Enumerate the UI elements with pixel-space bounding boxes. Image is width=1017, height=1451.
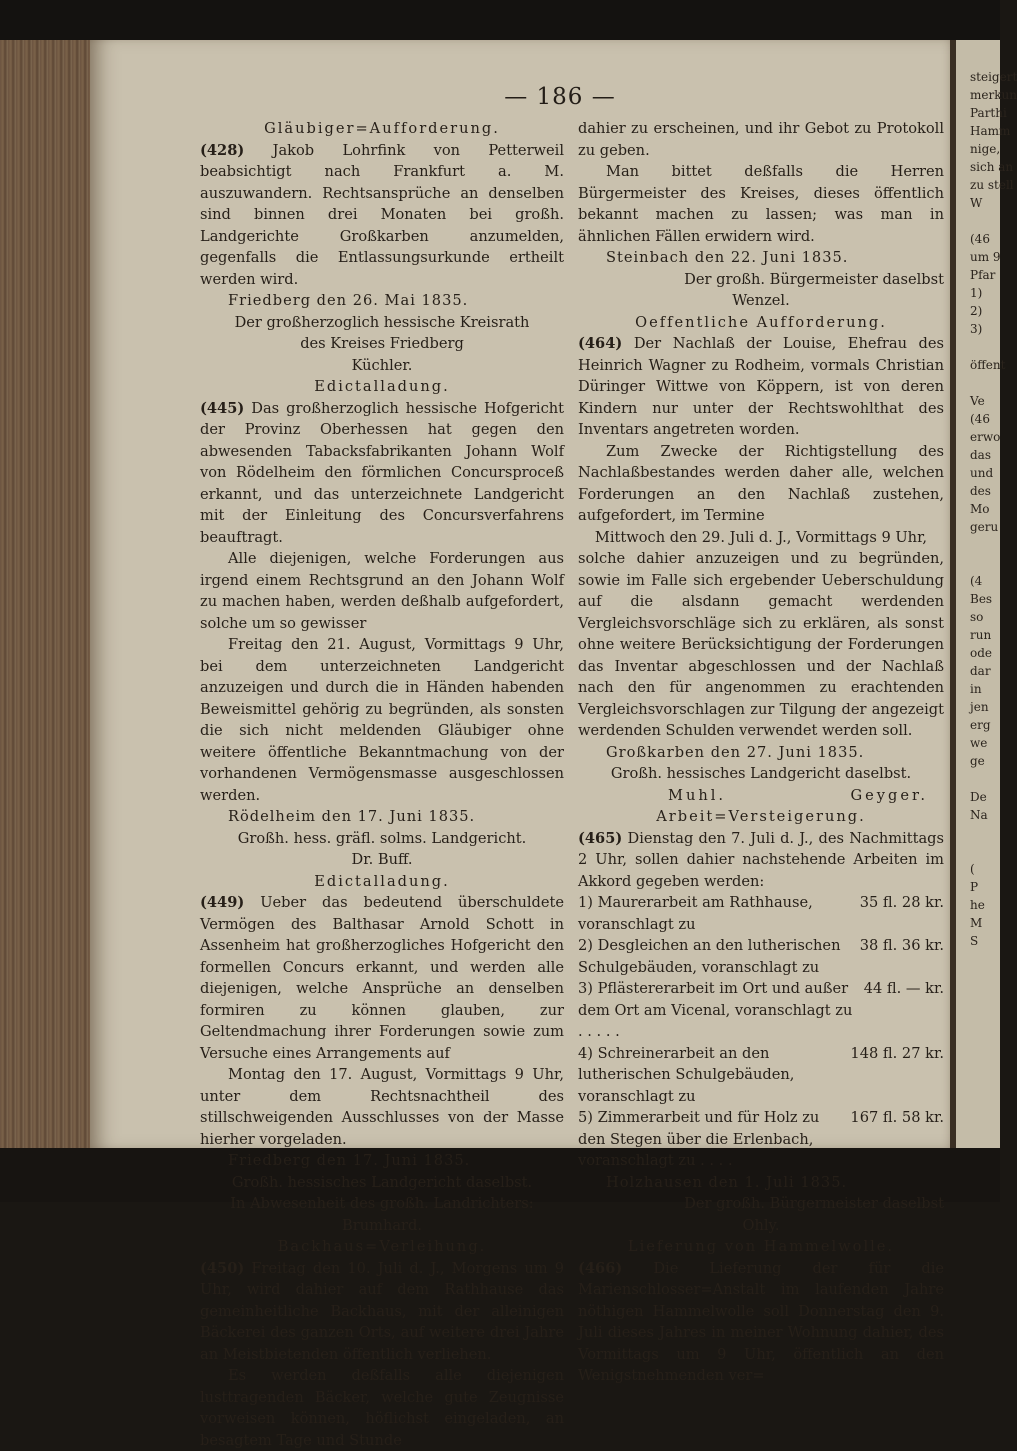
next-page-fragment: 2)	[970, 304, 983, 318]
next-page-fragment: we	[970, 736, 988, 750]
notice-date-line: Rödelheim den 17. Juni 1835.	[228, 808, 476, 825]
notice-number: (464)	[578, 335, 623, 352]
next-page-fragment: Ve	[970, 394, 985, 408]
signature-line: Brumhard.	[342, 1216, 422, 1234]
next-page-fragment: um 9	[970, 250, 1001, 264]
next-page-fragment	[970, 536, 1010, 554]
next-page-fragment: öffent	[970, 358, 1006, 372]
notice-paragraph: Alle diejenigen, welche Forderungen aus irgend einem Rechtsgrund an den Johann Wolf zu machen haben, werden deßhalb aufgefordert, solche um so gewisser	[200, 550, 564, 632]
work-item	[578, 935, 944, 978]
notice-paragraph: solche dahier anzuzeigen und zu begründen, sowie im Falle sich ergebender Ueberschuldung auf die alsdann gemacht werdenden Vergleichsvorschläge sich zu erklären, als sonst ohne weitere Berücksichtigung der Forderungen das Inventar abgeschlossen und der Nachlaß nach den für angenommen zu erachtenden Vergleichsvorschlagen zur Tilgung der angezeigt werdenden Schulden verwendet werden soll.	[578, 550, 944, 739]
left-column	[200, 118, 564, 1451]
next-page-fragment: des	[970, 484, 991, 498]
notice-heading: Arbeit=Versteigerung.	[656, 808, 866, 825]
next-page-fragment: W	[970, 196, 983, 210]
signature-line: Ohly.	[742, 1216, 780, 1234]
scan-background-top	[0, 0, 1000, 40]
work-item-text: 1) Maurerarbeit am Rathhause, voranschlagt zu	[578, 894, 813, 933]
signature-name: Geyger.	[850, 786, 928, 804]
next-page-fragment: jen	[970, 700, 989, 714]
work-item-text: 5) Zimmerarbeit und für Holz zu den Stegen über die Erlenbach, voranschlagt zu . . . .	[578, 1109, 820, 1169]
notice-heading: Oeffentliche Aufforderung.	[635, 313, 887, 331]
signature-line: Großh. hessisches Landgericht daselbst.	[231, 1173, 533, 1191]
work-item-cost: 35 fl. 28 kr.	[859, 894, 944, 911]
notice-date-line: Großkarben den 27. Juni 1835.	[606, 743, 865, 761]
next-page-fragment: sich an	[970, 160, 1014, 174]
next-page-fragment: (46	[970, 232, 990, 246]
next-page-fragment: ode	[970, 646, 993, 660]
next-page-edge	[956, 40, 1017, 1148]
work-item-cost: 44 fl. — kr.	[863, 980, 944, 997]
next-page-fragment: Bes	[970, 592, 993, 606]
next-page-fragment: erwo	[970, 430, 1001, 444]
next-page-fragment: so	[970, 610, 984, 624]
notice-date-line: Steinbach den 22. Juni 1835.	[606, 249, 849, 266]
notice-entry	[578, 1258, 944, 1387]
work-item	[578, 1043, 944, 1108]
next-page-fragment: (4	[970, 574, 983, 588]
notice-number: (445)	[200, 399, 245, 417]
signature-row	[578, 785, 944, 807]
next-page-fragment: steigert	[970, 70, 1017, 84]
next-page-fragment: in	[970, 682, 982, 696]
notice-text: Freitag den 10. Juli d. J., Morgens um 9 Uhr, wird dahier auf dem Rathhause das gemeinheitliche Backhaus, mit der alleinigen Bäckerei des ganzen Orts, auf weitere drei Jahre an Meistbietenden öffentlich verliehen.	[200, 1259, 565, 1363]
notice-entry	[578, 333, 944, 441]
notice-text: Die Lieferung der für die Marienschlosser=Anstalt im laufenden Jahre nöthigen Hammelwolle soll Donnerstag den 9. Juli dieses Jahres in meiner Wohnung dahier, des Vormittags um 9 Uhr, öffentlich an den Wenigstnehmenden ver=	[578, 1259, 945, 1384]
notice-text: Dienstag den 7. Juli d. J., des Nachmittags 2 Uhr, sollen dahier nachstehende Arbeiten im Akkord gegeben werden:	[578, 829, 945, 890]
next-page-fragment: Pfar	[970, 268, 996, 282]
next-page-fragment: Mo	[970, 502, 990, 516]
notice-heading: Edictalladung.	[314, 872, 450, 890]
next-page-fragment	[970, 338, 1010, 356]
next-page-fragment	[970, 212, 1010, 230]
notice-text: Der Nachlaß der Louise, Ehefrau des Heinrich Wagner zu Rodheim, vormals Christian Düringer Wittwe von Köppern, ist von deren Kindern nur unter der Rechtswohlthat des Inventars angetreten worden.	[578, 335, 944, 438]
signature-line: Küchler.	[351, 356, 413, 374]
signature-line: Großh. hessisches Landgericht daselbst.	[610, 765, 912, 782]
next-page-fragment: (	[970, 862, 975, 876]
notice-paragraph: dahier zu erscheinen, und ihr Gebot zu Protokoll zu geben.	[578, 120, 944, 159]
next-page-fragment: ge	[970, 754, 985, 768]
notice-entry	[200, 140, 564, 291]
next-page-fragment: zu stell	[970, 178, 1014, 192]
next-page-fragment: merkun	[970, 88, 1017, 102]
next-page-fragment	[970, 770, 1010, 788]
notice-heading: Backhaus=Verleihung.	[277, 1238, 487, 1255]
signature-name: Muhl.	[668, 786, 727, 804]
work-item	[578, 1107, 944, 1172]
notice-entry	[200, 398, 564, 549]
notice-paragraph: Montag den 17. August, Vormittags 9 Uhr, unter dem Rechtsnachtheil des stillschweigenden Ausschlusses von der Masse hierher vorgeladen.	[200, 1066, 564, 1148]
next-page-fragment: Na	[970, 808, 988, 822]
next-page-fragment: und	[970, 466, 994, 480]
notice-date-line: Holzhausen den 1. Juli 1835.	[606, 1173, 848, 1191]
next-page-fragment: P	[970, 880, 979, 894]
notice-paragraph: Freitag den 21. August, Vormittags 9 Uhr, bei dem unterzeichneten Landgericht anzuzeigen und durch die in Händen habenden Beweismittel gehörig zu begründen, als sonsten die sich nicht meldenden Gläubiger ohne weitere öffentliche Bekanntmachung von der vorhandenen Vermögensmasse ausgeschlossen werden.	[200, 636, 564, 804]
next-page-text	[970, 68, 1017, 950]
notice-number: (465)	[578, 829, 623, 847]
next-page-fragment: nige,	[970, 142, 1001, 156]
work-item-text: 2) Desgleichen an den lutherischen Schulgebäuden, voranschlagt zu	[578, 937, 841, 976]
next-page-fragment: Parthi	[970, 106, 1007, 120]
work-item-cost: 148 fl. 27 kr.	[850, 1044, 944, 1062]
work-item-text: 3) Pflästererarbeit im Ort und außer dem Ort am Vicenal, voranschlagt zu . . . . .	[578, 980, 853, 1040]
notice-heading: Lieferung von Hammelwolle.	[627, 1238, 895, 1255]
next-page-fragment	[970, 554, 1010, 572]
next-page-fragment: 1)	[970, 286, 983, 300]
notice-entry	[578, 828, 944, 893]
notice-text: Ueber das bedeutend überschuldete Vermögen des Balthasar Arnold Schott in Assenheim hat großherzogliches Hofgericht den formellen Concurs erkannt, und werden alle diejenigen, welche Ansprüche an denselben formiren zu können glauben, zur Geltendmachung ihrer Forderungen sowie zum Versuche eines Arrangements auf	[200, 894, 564, 1062]
work-item-cost: 167 fl. 58 kr.	[850, 1109, 944, 1126]
signature-line: Der großh. Bürgermeister daselbst	[684, 1195, 944, 1212]
notice-paragraph: Zum Zwecke der Richtigstellung des Nachlaßbestandes werden daher alle, welchen Forderungen an den Nachlaß zustehen, aufgefordert, im Termine	[578, 442, 944, 524]
notice-text: Jakob Lohrfink von Petterweil beabsichtigt nach Frankfurt a. M. auszuwandern. Rechtsansprüche an denselben sind binnen drei Monaten bei großh. Landgerichte Großkarben anzumelden, gegenfalls die Entlassungsurkunde ertheilt werden wird.	[200, 141, 565, 288]
work-item	[578, 892, 944, 935]
notice-date-line: Friedberg den 26. Mai 1835.	[228, 292, 469, 309]
right-column	[578, 118, 944, 1387]
next-page-fragment	[970, 824, 1010, 842]
notice-paragraph: Man bittet deßfalls die Herren Bürgermeister des Kreises, dieses öffentlich bekannt machen zu lassen; was man in ähnlichen Fällen erwidern wird.	[578, 163, 944, 245]
notice-number: (449)	[200, 894, 245, 911]
signature-line: Wenzel.	[732, 292, 790, 309]
next-page-fragment: 3)	[970, 322, 983, 336]
signature-line: des Kreises Friedberg	[300, 335, 464, 352]
next-page-fragment: (46	[970, 412, 990, 426]
next-page-fragment: he	[970, 898, 985, 912]
next-page-fragment: run	[970, 628, 992, 642]
notice-paragraph: Es werden deßfalls alle diejenigen lusttragenden Bäcker, welche gute Zeugnisse vorweisen können, höflichst eingeladen, an besagtem Tage und Stunde	[200, 1367, 564, 1449]
next-page-fragment: geru	[970, 520, 999, 534]
notice-number: (466)	[578, 1259, 623, 1277]
signature-line: In Abwesenheit des großh. Landrichters:	[230, 1195, 534, 1212]
next-page-fragment: das	[970, 448, 991, 462]
notice-number: (428)	[200, 141, 245, 159]
work-item	[578, 978, 944, 1043]
notice-entry	[200, 1258, 564, 1366]
next-page-fragment: M	[970, 916, 983, 930]
signature-line: Der großh. Bürgermeister daselbst	[684, 270, 944, 288]
signature-line: Dr. Buff.	[351, 851, 413, 868]
next-page-fragment: erg	[970, 718, 991, 732]
book-spine	[0, 40, 95, 1148]
next-page-fragment	[970, 374, 1010, 392]
notice-heading: Edictalladung.	[314, 378, 450, 395]
notice-heading: Gläubiger=Aufforderung.	[264, 120, 500, 137]
notice-number: (450)	[200, 1259, 245, 1277]
notice-date-line: Friedberg den 17. Juni 1835.	[228, 1152, 471, 1169]
notice-text: Das großherzoglich hessische Hofgericht der Provinz Oberhessen hat gegen den abwesenden Tabacksfabrikanten Johann Wolf von Rödelheim den förmlichen Concursproceß erkannt, und das unterzeichnete Landgericht mit der Einleitung des Concursverfahrens beauftragt.	[200, 399, 565, 546]
next-page-fragment: De	[970, 790, 987, 804]
signature-line: Mittwoch den 29. Juli d. J., Vormittags 9 Uhr,	[594, 528, 928, 546]
signature-line: Großh. hess. gräfl. solms. Landgericht.	[237, 829, 527, 847]
next-page-fragment	[970, 842, 1010, 860]
signature-line: Der großherzoglich hessische Kreisrath	[234, 313, 530, 331]
next-page-fragment: dar	[970, 664, 991, 678]
work-item-cost: 38 fl. 36 kr.	[859, 937, 944, 954]
next-page-fragment: Hamm	[970, 124, 1011, 138]
work-item-text: 4) Schreinerarbeit an den lutherischen Schulgebäuden, voranschlagt zu	[578, 1044, 795, 1105]
next-page-fragment: S	[970, 934, 979, 948]
page-number: — 186 —	[504, 84, 616, 110]
notice-entry	[200, 892, 564, 1064]
